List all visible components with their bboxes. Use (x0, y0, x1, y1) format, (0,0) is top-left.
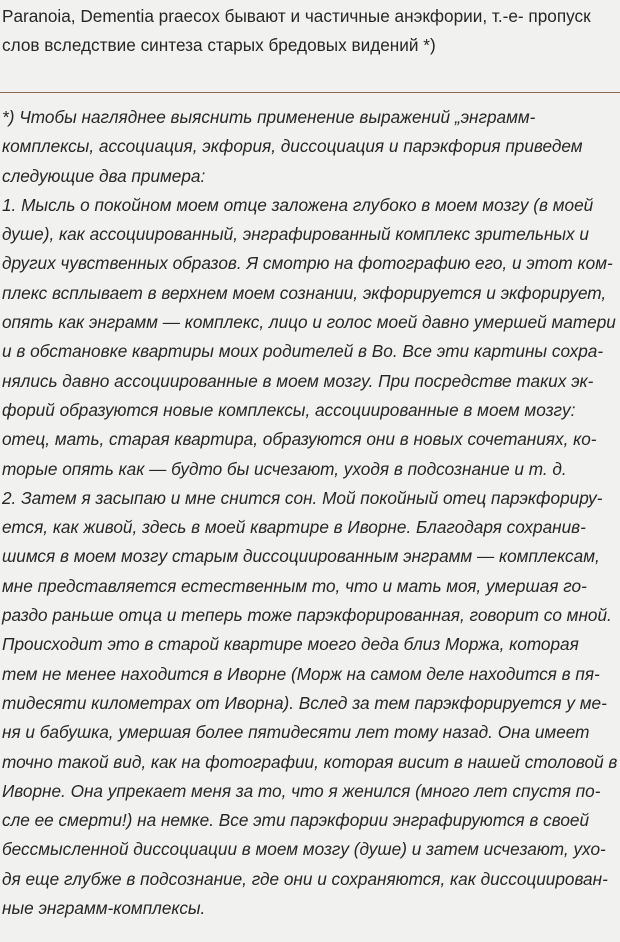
footnote-line: точно такой вид, как на фотографии, которая висит в нашей столовой в (2, 751, 618, 772)
footnote-line: тидесяти километрах от Иворна). Вслед за тем парэкфорируется у ме- (2, 692, 607, 713)
main-text-line: слов вследствие синтеза старых бредовых видений *) (2, 35, 436, 55)
footnote-line: ные энграмм-комплексы. (2, 898, 206, 919)
footnote-line: форий образуются новые комплексы, ассоциированные в моем мозгу: (2, 399, 576, 420)
footnote-line: опять как энграмм — комплекс, лицо и голос моей давно умершей матери (2, 312, 616, 333)
footnote-line: торые опять как — будто бы исчезают, уходя в подсознание и т. д. (2, 458, 567, 479)
footnote-line: и в обстановке квартиры моих родителей в Во. Все эти картины сохра- (2, 341, 604, 362)
footnote-line: Иворне. Она упрекает меня за то, что я женился (много лет спустя по- (2, 780, 601, 801)
footnote-line: ня и бабушка, умершая более пятидесяти лет тому назад. Она имеет (2, 722, 590, 743)
main-text-line: Paranoia, Dementia praecox бывают и частичные анэкфории, т.-е- пропуск (2, 6, 591, 26)
footnote-line: других чувственных образов. Я смотрю на фотографию его, и этот ком- (2, 253, 613, 274)
footnote-line: душе), как ассоциированный, энграфированный комплекс зрительных и (2, 224, 589, 245)
footnote-line: тем не менее находится в Иворне (Морж на самом деле находится в пя- (2, 663, 600, 684)
footnote-divider (0, 92, 620, 93)
main-text-fragment (2, 2, 618, 60)
footnote-line: шимся в моем мозгу старым диссоциированным энграмм — комплексам, (2, 546, 600, 567)
footnote-line: *) Чтобы нагляднее выяснить применение выражений „энграмм- (2, 107, 536, 127)
footnote-line: отец, мать, старая квартира, образуются они в новых сочетаниях, ко- (2, 429, 597, 450)
footnote-line: следующие два примера: (2, 165, 206, 186)
footnote-line: сле ее смерти!) на немке. Все эти парэкфории энграфируются в своей (2, 810, 590, 831)
footnote-line: мне представляется естественным то, что и мать моя, умершая го- (2, 575, 587, 596)
footnote-line: 2. Затем я засыпаю и мне снится сон. Мой покойный отец парэкфориру- (2, 487, 603, 508)
footnote-line: Происходит это в старой квартире моего деда близ Моржа, которая (2, 634, 579, 655)
footnote-line: комплексы, ассоциация, экфория, диссоциация и парэкфория приведем (2, 136, 583, 157)
footnote-line: ется, как живой, здесь в моей квартире в Иворне. Благодаря сохранив- (2, 517, 586, 538)
footnote-line: бессмысленной диссоциации в моем мозгу (душе) и затем исчезают, ухо- (2, 839, 606, 860)
footnote (2, 103, 618, 923)
footnote-line: нялись давно ассоциированные в моем мозгу. При посредстве таких эк- (2, 370, 594, 391)
footnote-line: раздо раньше отца и теперь тоже парэкфорированная, говорит со мной. (2, 605, 612, 626)
footnote-line: 1. Мысль о покойном моем отце заложена глубоко в моем мозгу (в моей (2, 194, 594, 215)
footnote-line: плекс всплывает в верхнем моем сознании, экфорируется и экфорирует, (2, 282, 607, 303)
footnote-line: дя еще глубже в подсознание, где они и сохраняются, как диссоциирован- (2, 868, 608, 889)
